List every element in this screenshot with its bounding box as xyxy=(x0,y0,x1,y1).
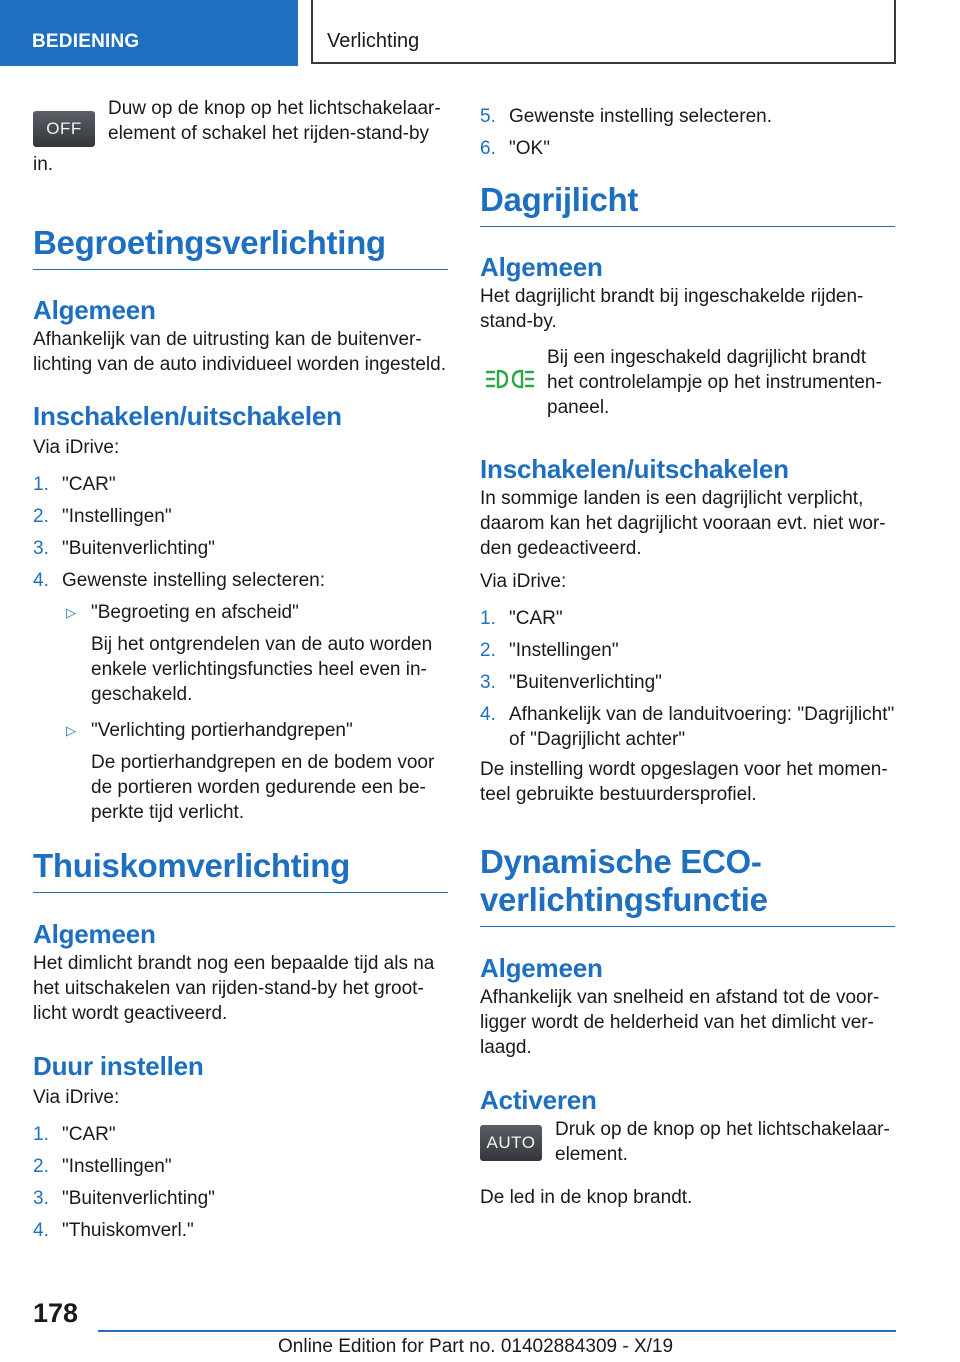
welcome-options-list xyxy=(62,600,448,825)
list-item: 3. "Buitenverlichting" xyxy=(33,1188,215,1209)
home-steps-list xyxy=(33,1122,448,1243)
eco-title: Dynamische ECO-verlichtingsfunctie xyxy=(480,843,895,927)
list-item: 2. "Instellingen" xyxy=(33,1156,172,1177)
drl-indicator-block xyxy=(480,345,895,420)
list-item: 4. Gewenste instelling selecteren: ▷ "Begroeting en afscheid" Bij het ontgrendelen van de auto worden enkele verlichtingsfuncties heel even ingeschakeld. ▷ "Verlichting portierhandgrepen" De portierhandgrepen en de bodem voor de portieren worden gedurende een beperkte tijd verlicht. xyxy=(33,568,448,825)
list-item: 4. "Thuiskomverl." xyxy=(33,1220,194,1241)
auto-instruction xyxy=(480,1117,895,1167)
section-tab: BEDIENING xyxy=(0,0,298,66)
list-item: 3. "Buitenverlichting" xyxy=(480,672,662,693)
welcome-switch-heading: Inschakelen/uitschakelen xyxy=(33,401,342,431)
drl-general-heading: Algemeen xyxy=(480,252,603,282)
bullet-triangle-icon: ▷ xyxy=(66,605,76,620)
drl-switch-heading: Inschakelen/uitschakelen xyxy=(480,454,789,484)
list-item: 6. "OK" xyxy=(480,138,550,159)
list-item: 1. "CAR" xyxy=(33,1124,116,1145)
list-item: 4. Afhankelijk van de landuitvoering: "Dagrijlicht" of "Dagrijlicht achter" xyxy=(480,704,895,750)
drl-saved-text: De instelling wordt opgeslagen voor het momenteel gebruikte bestuurdersprofiel. xyxy=(480,759,888,805)
left-column xyxy=(33,96,448,1250)
home-via-idrive: Via iDrive: xyxy=(33,1087,120,1108)
list-item: ▷ "Begroeting en afscheid" Bij het ontgrendelen van de auto worden enkele verlichtingsfuncties heel even ingeschakeld. xyxy=(66,602,433,705)
drl-general-text: Het dagrijlicht brandt bij ingeschakelde rijden-stand-by. xyxy=(480,286,864,332)
footer-divider xyxy=(98,1330,896,1332)
welcome-general-heading: Algemeen xyxy=(33,295,156,325)
drl-steps-list xyxy=(480,606,895,752)
auto-text: Druk op de knop op het lichtschakelaarelement. xyxy=(555,1119,890,1165)
list-item: 5. Gewenste instelling selecteren. xyxy=(480,106,772,127)
welcome-via-idrive: Via iDrive: xyxy=(33,437,120,458)
welcome-steps-list xyxy=(33,472,448,825)
bullet-triangle-icon: ▷ xyxy=(66,723,76,738)
welcome-general-text: Afhankelijk van de uitrusting kan de buitenverlichting van de auto individueel worden ingesteld. xyxy=(33,329,446,375)
welcome-light-title: Begroetingsverlichting xyxy=(33,224,448,270)
page-header xyxy=(0,0,960,66)
off-text-line-1: Duw op de knop op het lichtschakelaar- xyxy=(108,98,441,119)
steps-continued-list xyxy=(480,104,895,161)
home-general-heading: Algemeen xyxy=(33,919,156,949)
eco-general-text: Afhankelijk van snelheid en afstand tot de voorligger wordt de helderheid van het dimlicht verlaagd. xyxy=(480,987,880,1058)
page-number: 178 xyxy=(33,1298,79,1328)
off-instruction xyxy=(33,96,448,177)
off-text-line-2: element of schakel het rijden-stand-by xyxy=(108,123,430,144)
list-item: 3. "Buitenverlichting" xyxy=(33,538,215,559)
edition-text: Online Edition for Part no. 01402884309 - X/19 xyxy=(278,1336,674,1357)
drl-via-idrive: Via iDrive: xyxy=(480,571,567,592)
drl-title: Dagrijlicht xyxy=(480,181,895,227)
eco-activate-heading: Activeren xyxy=(480,1085,597,1115)
list-item: 1. "CAR" xyxy=(480,608,563,629)
daytime-running-light-icon xyxy=(485,368,535,390)
eco-general-heading: Algemeen xyxy=(480,953,603,983)
home-general-text: Het dimlicht brandt nog een bepaalde tijd als na het uitschakelen van rijden-stand-by het grootlicht wordt geactiveerd. xyxy=(33,953,435,1024)
drl-switch-text: In sommige landen is een dagrijlicht verplicht, daarom kan het dagrijlicht vooraan evt. niet worden gedeactiveerd. xyxy=(480,488,886,559)
off-text-line-3: in. xyxy=(33,154,54,175)
list-item: ▷ "Verlichting portierhandgrepen" De portierhandgrepen en de bodem voor de portieren worden gedurende een beperkte tijd verlicht. xyxy=(66,720,435,823)
off-button-icon: OFF xyxy=(33,111,95,147)
auto-button-icon: AUTO xyxy=(480,1125,542,1161)
list-item: 2. "Instellingen" xyxy=(480,640,619,661)
chapter-tab: Verlichting xyxy=(311,0,896,64)
right-column xyxy=(480,96,895,1210)
list-item: 1. "CAR" xyxy=(33,474,116,495)
home-duration-heading: Duur instellen xyxy=(33,1051,204,1081)
drl-indicator-text: Bij een ingeschakeld dagrijlicht brandt het controlelampje op het instrumentenpaneel. xyxy=(547,347,882,418)
led-text: De led in de knop brandt. xyxy=(480,1187,693,1208)
home-light-title: Thuiskomverlichting xyxy=(33,847,448,893)
list-item: 2. "Instellingen" xyxy=(33,506,172,527)
